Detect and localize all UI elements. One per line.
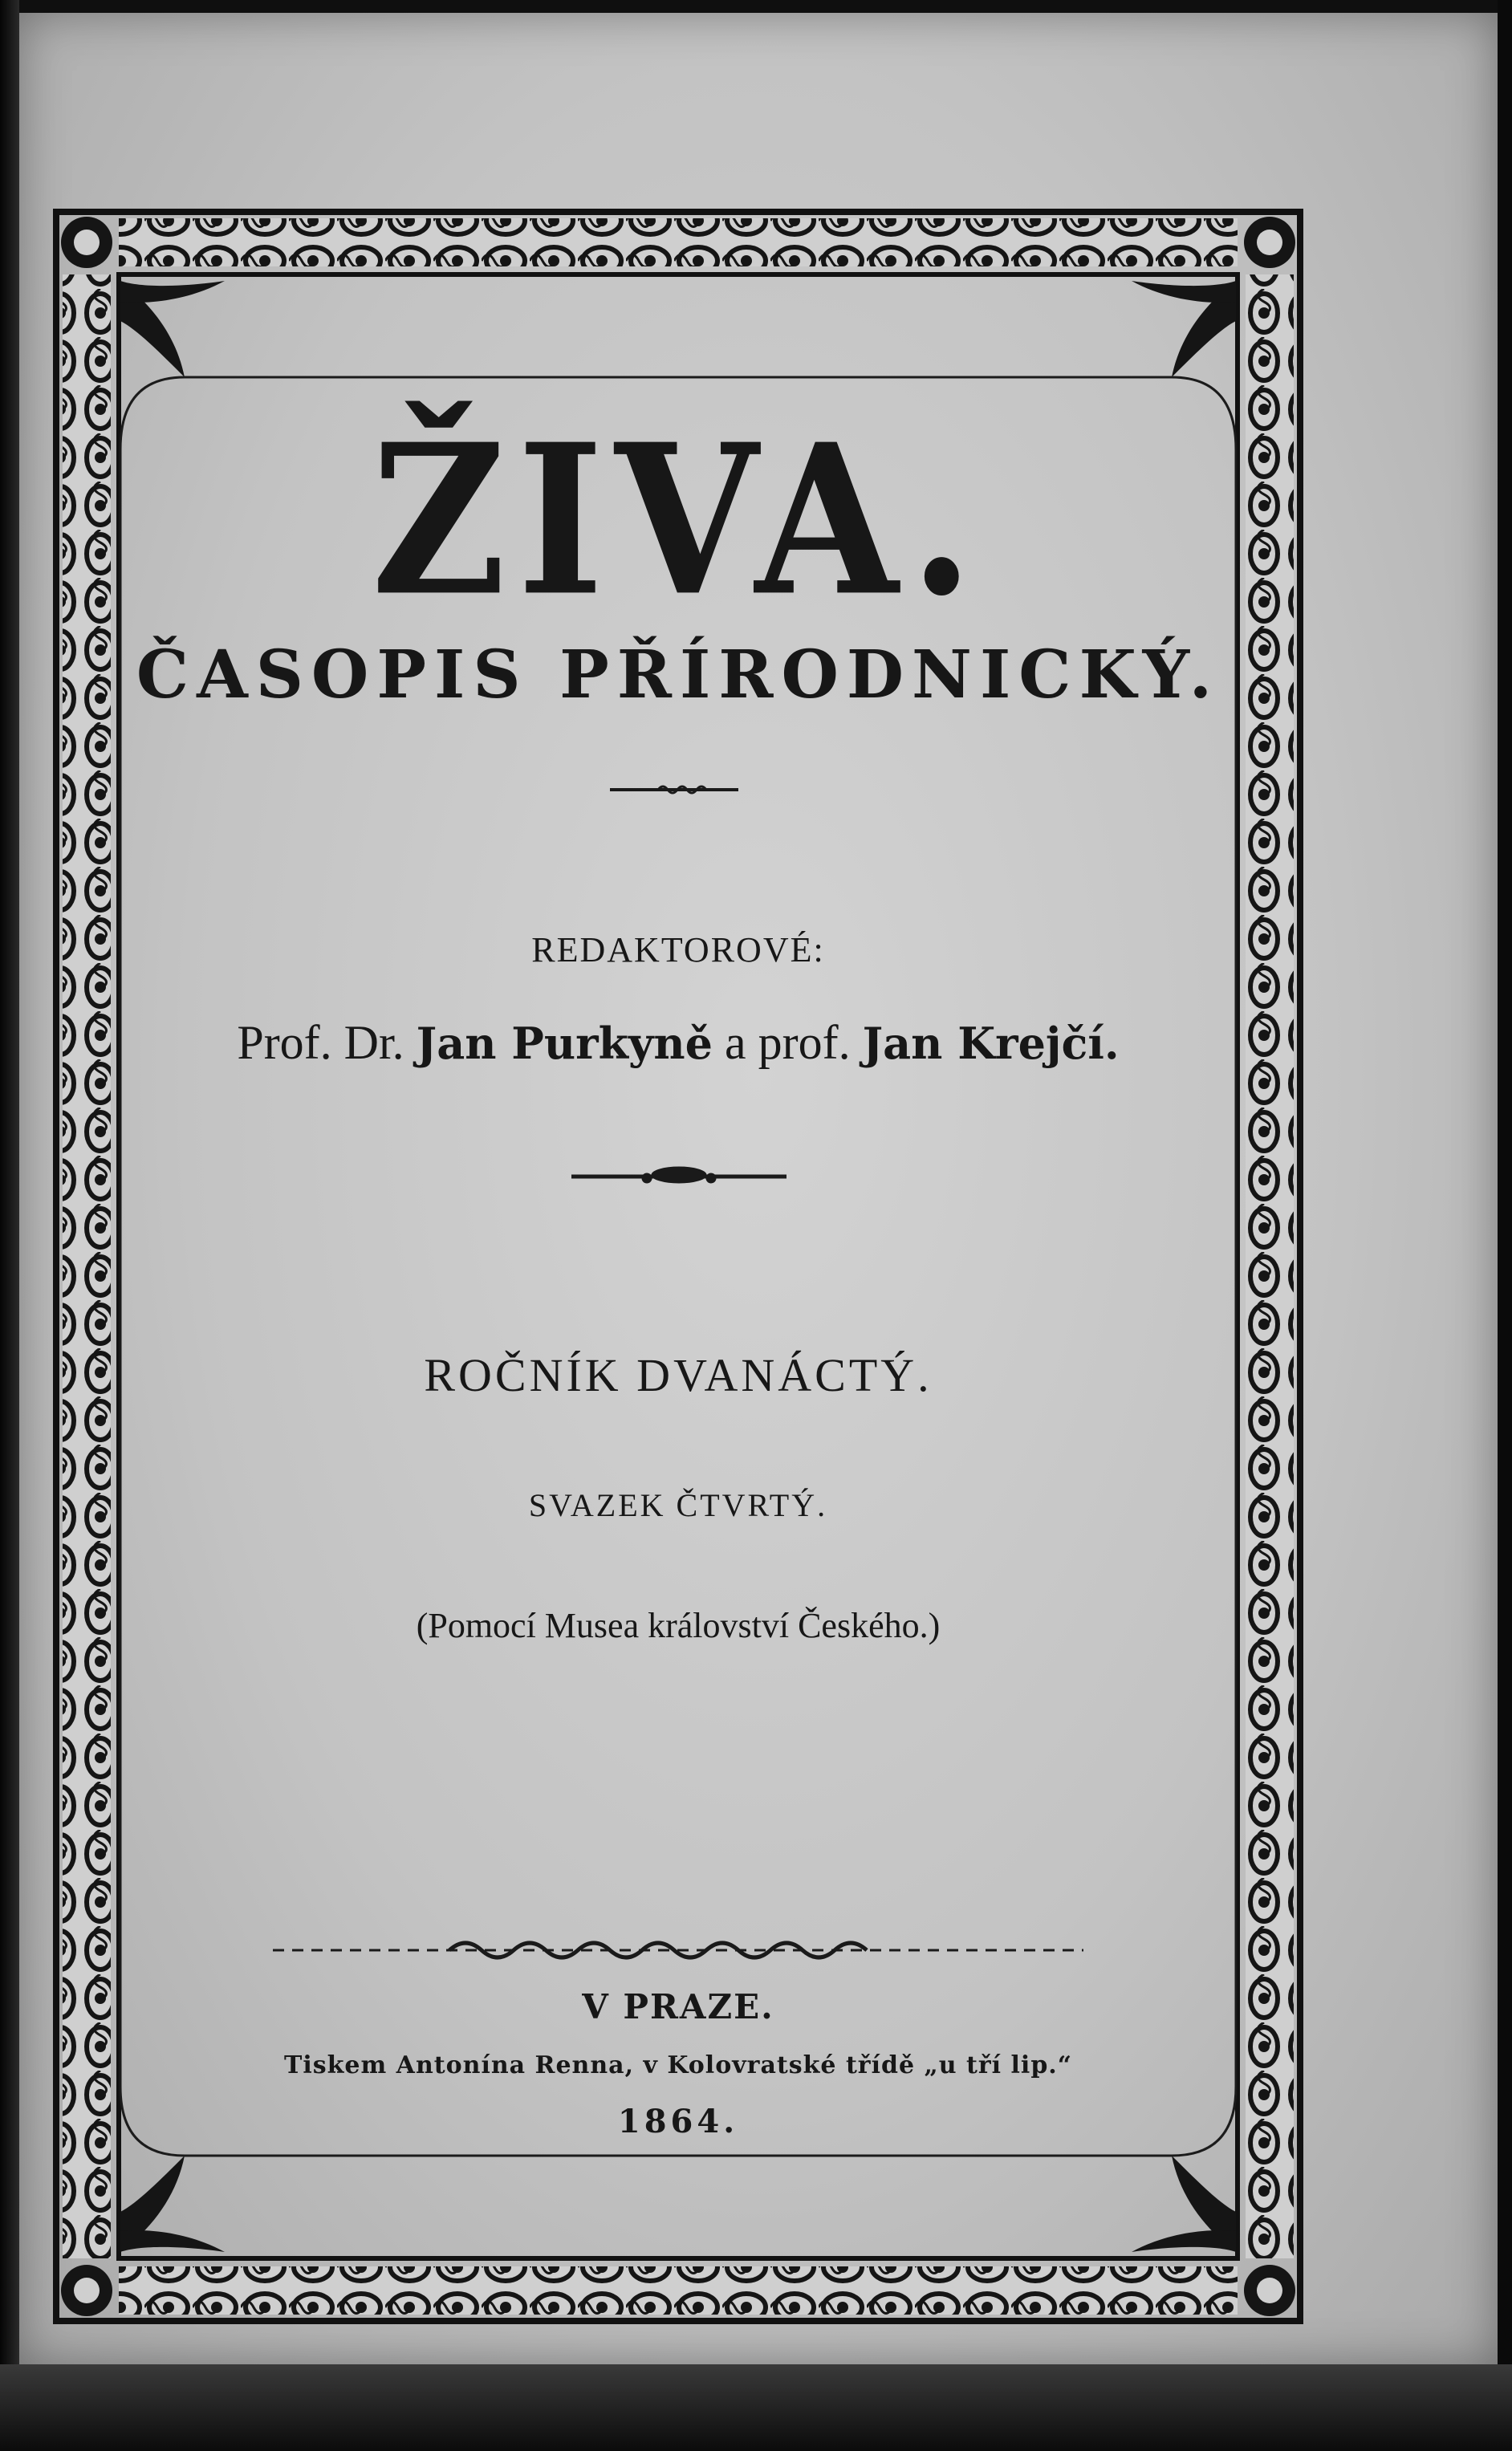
editor-name-1: Jan Purkyně xyxy=(416,1018,713,1069)
divider-wavy xyxy=(610,787,738,793)
editors-label: REDAKTOROVÉ: xyxy=(531,930,825,969)
border-bottom-band xyxy=(119,2266,1238,2315)
editors-line xyxy=(0,1015,1356,1071)
divider-ornament xyxy=(571,1167,786,1183)
divider-scroll xyxy=(273,1943,1083,1957)
imprint-place: V PRAZE. xyxy=(582,1987,774,2026)
border-top-band xyxy=(119,218,1238,266)
journal-subtitle: ČASOPIS PŘÍRODNICKÝ. xyxy=(136,636,1221,713)
editor-prefix-1: Prof. Dr. xyxy=(237,1016,404,1069)
imprint-printer: Tiskem Antonína Renna, v Kolovratské třídě „u tří lip.“ xyxy=(284,2051,1072,2079)
imprint-year: 1864. xyxy=(617,2103,739,2140)
support-note: (Pomocí Musea království Českého.) xyxy=(416,1606,941,1645)
journal-title: ŽIVA. xyxy=(371,399,986,642)
editor-joiner: a prof. xyxy=(725,1016,851,1069)
volume-label: ROČNÍK DVANÁCTÝ. xyxy=(424,1349,933,1401)
editor-name-2: Jan Krejčí. xyxy=(862,1018,1120,1069)
issue-label: SVAZEK ČTVRTÝ. xyxy=(528,1487,828,1523)
